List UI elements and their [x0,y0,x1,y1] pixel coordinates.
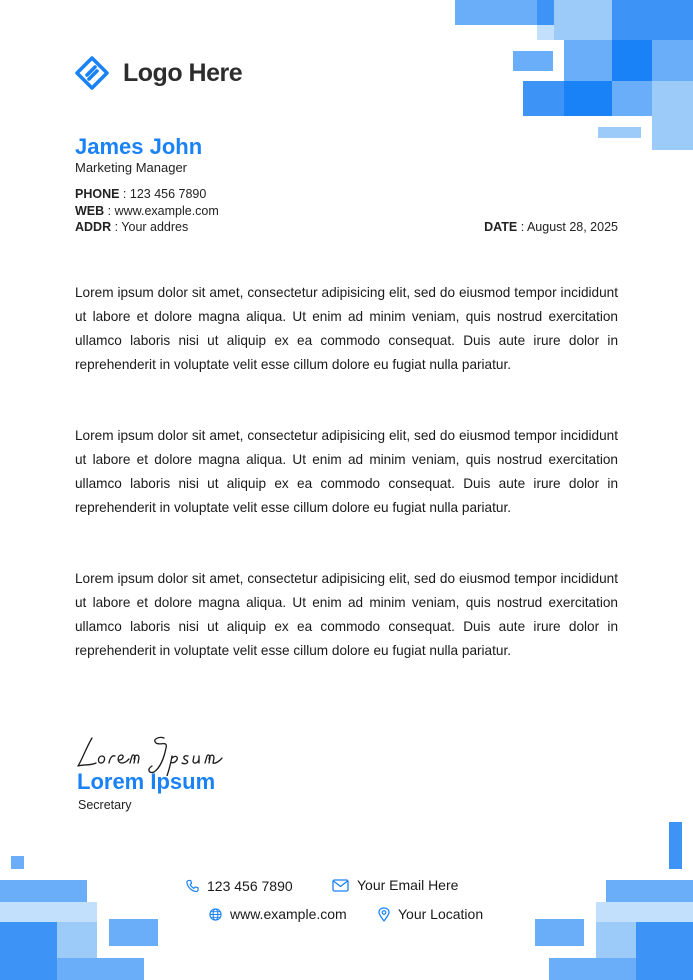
addr-value: : Your addres [111,220,189,234]
signer-name: Lorem Ipsum [77,769,216,794]
web-value: : www.example.com [104,204,219,218]
footer-website-text: www.example.com [230,906,347,922]
globe-icon [209,908,222,921]
footer-location-text: Your Location [398,906,484,922]
logo-text: Logo Here [123,58,243,87]
date-value: : August 28, 2025 [517,220,618,234]
footer-website [209,906,347,922]
body-paragraph: Lorem ipsum dolor sit amet, consectetur adipisicing elit, sed do eiusmod tempor incididunt ut labore et dolore magna aliqua. Ut enim ad minim veniam, quis nostrud exercitation ullamco laboris nisi ut aliquip ex ea commodo consequat. Duis aute irure dolor in reprehenderit in voluptate velit esse cillum dolore eu fugiat nulla pariatur. [75,285,618,372]
addr-label: ADDR [75,220,112,234]
letter-date [484,220,618,234]
phone-label: PHONE [75,187,120,201]
footer-location [378,906,483,922]
date-label: DATE [484,220,518,234]
footer-email-text: Your Email Here [357,877,459,893]
sender-web [75,204,219,218]
body-paragraph: Lorem ipsum dolor sit amet, consectetur adipisicing elit, sed do eiusmod tempor incididunt ut labore et dolore magna aliqua. Ut enim ad minim veniam, quis nostrud exercitation ullamco laboris nisi ut aliquip ex ea commodo consequat. Duis aute irure dolor in reprehenderit in voluptate velit esse cillum dolore eu fugiat nulla pariatur. [75,571,618,658]
email-icon [332,879,349,892]
phone-icon [186,879,199,893]
footer-phone-text: 123 456 7890 [207,878,293,894]
web-label: WEB [75,204,105,218]
footer-email [332,877,458,893]
sender-address [75,220,188,234]
phone-value: : 123 456 7890 [119,187,207,201]
signer-role: Secretary [78,798,132,812]
footer-phone [186,878,293,894]
sender-phone [75,187,206,201]
company-logo [75,56,242,90]
location-pin-icon [378,907,390,922]
sender-role: Marketing Manager [75,160,187,175]
body-paragraph: Lorem ipsum dolor sit amet, consectetur adipisicing elit, sed do eiusmod tempor incididunt ut labore et dolore magna aliqua. Ut enim ad minim veniam, quis nostrud exercitation ullamco laboris nisi ut aliquip ex ea commodo consequat. Duis aute irure dolor in reprehenderit in voluptate velit esse cillum dolore eu fugiat nulla pariatur. [75,428,618,515]
logo-mark-icon [75,56,109,90]
sender-name: James John [75,134,203,159]
